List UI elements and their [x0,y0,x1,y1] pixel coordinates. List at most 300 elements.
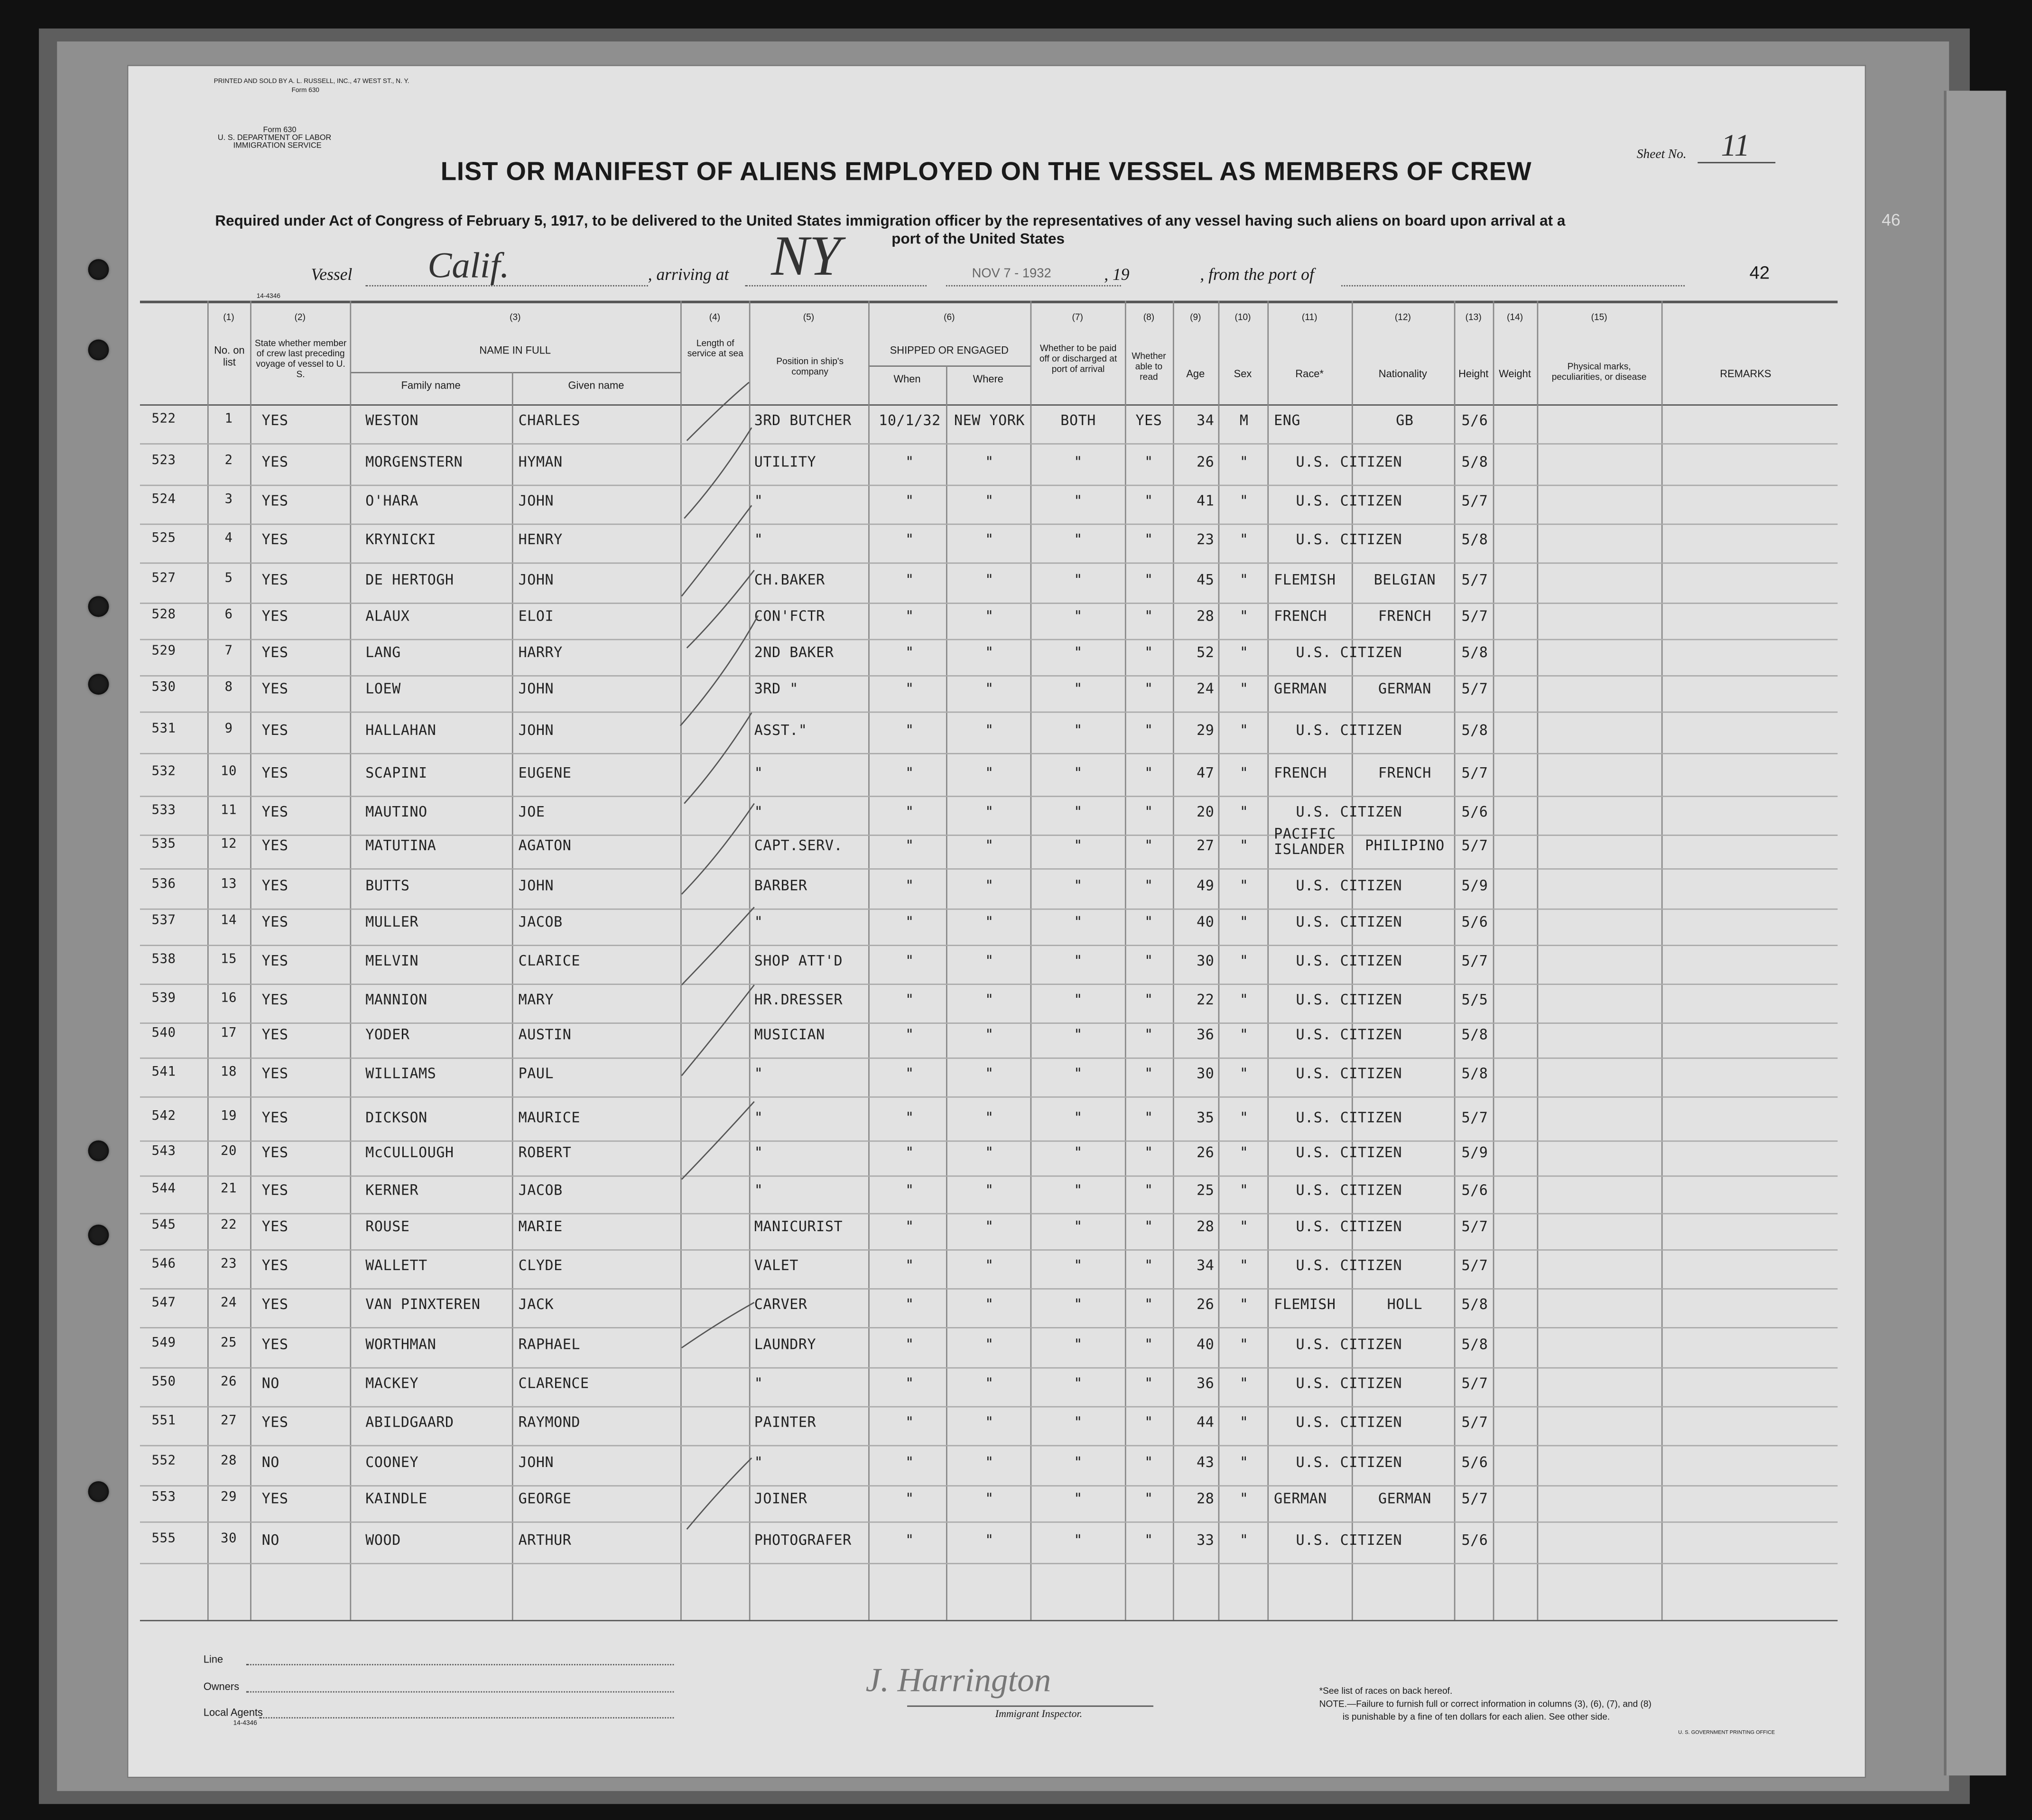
family-name-cell: WALLETT [365,1257,427,1274]
col8-header: Whether able to read [1132,352,1166,382]
list-ref-cell: 540 [151,1026,176,1041]
paid-off-cell: " [1074,1144,1083,1161]
shipped-when-cell: " [905,608,914,625]
inspector-signature: J. Harrington [865,1661,1051,1699]
given-name-cell: JACOB [518,1182,563,1199]
side-number: 42 [1749,261,1770,283]
paid-off-cell: " [1074,1109,1083,1126]
shipped-where-cell: " [985,1218,994,1235]
position-cell: HR.DRESSER [754,991,843,1009]
col4-number: (4) [709,314,721,323]
shipped-where-cell: " [985,1490,994,1507]
given-name-header: Given name [568,380,624,391]
shipped-when-cell: " [905,722,914,739]
given-name-cell: JOHN [518,877,554,894]
given-name-cell: JOHN [518,722,554,739]
family-name-cell: DICKSON [365,1109,427,1126]
height-cell: 5/7 [1461,764,1488,782]
sex-cell: " [1239,1375,1249,1392]
list-number-cell: 2 [224,454,233,468]
paid-off-cell: " [1074,680,1083,697]
height-header: Height [1458,368,1489,380]
age-cell: 29 [1197,722,1215,739]
height-cell: 5/6 [1461,412,1488,429]
shipped-when-cell: " [905,764,914,782]
race-cell: U.S. CITIZEN [1296,722,1402,739]
shipped-where-cell: " [985,571,994,589]
service-label: IMMIGRATION SERVICE [233,142,322,150]
shipped-when-cell: " [905,837,914,854]
position-cell: " [754,531,763,548]
list-ref-cell: 543 [151,1144,176,1159]
able-to-read-cell: " [1144,1375,1153,1392]
age-cell: 36 [1197,1026,1215,1043]
age-cell: 26 [1197,1296,1215,1313]
col11-number: (11) [1301,314,1318,323]
shipped-where-cell: " [985,1144,994,1161]
col1-number: (1) [223,314,234,323]
shipped-when-cell: " [905,680,914,697]
col9-number: (9) [1190,314,1201,323]
family-name-cell: KERNER [365,1182,419,1199]
height-cell: 5/6 [1461,1182,1488,1199]
able-to-read-cell: " [1144,913,1153,931]
age-cell: 25 [1197,1182,1215,1199]
height-cell: 5/8 [1461,1065,1488,1082]
list-number-cell: 5 [224,571,233,586]
list-ref-cell: 536 [151,877,176,892]
height-cell: 5/7 [1461,952,1488,970]
shipped-when-cell: " [905,1490,914,1507]
family-name-cell: WOOD [365,1532,401,1549]
shipped-where-cell: " [985,680,994,697]
shipped-where-cell: " [985,1414,994,1431]
row-rule [140,835,1837,836]
able-to-read-cell: " [1144,803,1153,821]
service-checkmarks [674,376,778,1516]
list-number-cell: 20 [221,1144,237,1159]
row-rule [140,1445,1837,1447]
col4-header: Length of service at sea [687,339,743,359]
position-cell: 2ND BAKER [754,644,834,661]
height-cell: 5/6 [1461,913,1488,931]
given-name-cell: ROBERT [518,1144,572,1161]
prev-voyage-cell: YES [261,764,288,782]
able-to-read-cell: " [1144,1532,1153,1549]
sex-cell: " [1239,1296,1249,1313]
col8-number: (8) [1143,314,1155,323]
col7-header: Whether to be paid off or discharged at port of arrival [1039,344,1117,375]
height-cell: 5/7 [1461,571,1488,589]
age-cell: 35 [1197,1109,1215,1126]
list-ref-cell: 553 [151,1490,176,1505]
prev-voyage-cell: YES [261,1336,288,1353]
row-rule [140,1485,1837,1486]
given-name-cell: JACOB [518,913,563,931]
height-cell: 5/8 [1461,1026,1488,1043]
paid-off-cell: " [1074,1065,1083,1082]
list-number-cell: 13 [221,877,237,892]
row-rule [140,1213,1837,1215]
age-header: Age [1186,368,1205,380]
height-cell: 5/9 [1461,1144,1488,1161]
prev-voyage-cell: YES [261,952,288,970]
form-code: 14-4346 [256,293,280,301]
position-cell: MUSICIAN [754,1026,825,1043]
age-cell: 40 [1197,913,1215,931]
height-cell: 5/6 [1461,1454,1488,1471]
height-cell: 5/6 [1461,1532,1488,1549]
race-cell: U.S. CITIZEN [1296,1109,1402,1126]
paid-off-cell: " [1074,1218,1083,1235]
binder-hole [88,1141,109,1161]
page-title: LIST OR MANIFEST OF ALIENS EMPLOYED ON THE VESSEL AS MEMBERS OF CREW [440,158,1532,187]
race-cell: U.S. CITIZEN [1296,1144,1402,1161]
shipped-when-cell: " [905,1182,914,1199]
prev-voyage-cell: YES [261,1065,288,1082]
sex-cell: " [1239,1454,1249,1471]
race-note: *See list of races on back hereof. [1319,1687,1453,1697]
sex-cell: " [1239,991,1249,1009]
age-cell: 26 [1197,1144,1215,1161]
family-name-cell: LANG [365,644,401,661]
height-cell: 5/7 [1461,837,1488,854]
list-ref-cell: 527 [151,571,176,586]
shipped-when-cell: " [905,644,914,661]
list-ref-cell: 535 [151,837,176,852]
age-cell: 49 [1197,877,1215,894]
shipped-when-cell: " [905,1026,914,1043]
given-name-cell: JOHN [518,571,554,589]
shipped-when-cell: " [905,1414,914,1431]
able-to-read-cell: " [1144,1490,1153,1507]
row-rule [140,1141,1837,1142]
race-cell: PACIFIC ISLANDER [1274,825,1345,858]
list-number-cell: 1 [224,412,233,427]
col-divider [1493,301,1494,1620]
list-number-cell: 8 [224,680,233,695]
row-rule [140,753,1837,754]
able-to-read-cell: " [1144,1257,1153,1274]
list-ref-cell: 532 [151,764,176,779]
race-cell: U.S. CITIZEN [1296,531,1402,548]
given-name-cell: JOHN [518,492,554,510]
able-to-read-cell: " [1144,952,1153,970]
date-stamp: NOV 7 - 1932 [972,267,1051,281]
list-number-cell: 16 [221,991,237,1006]
col6-number: (6) [944,314,955,323]
subtitle-line-2: port of the United States [891,232,1065,248]
prev-voyage-cell: YES [261,991,288,1009]
shipped-where-cell: " [985,722,994,739]
given-name-cell: AUSTIN [518,1026,572,1043]
race-cell: U.S. CITIZEN [1296,1218,1402,1235]
paid-off-cell: " [1074,1454,1083,1471]
col15-header: Physical marks, peculiarities, or disease [1551,362,1647,382]
height-cell: 5/7 [1461,1109,1488,1126]
table-bottom-rule [140,1620,1837,1621]
able-to-read-cell: " [1144,1454,1153,1471]
height-cell: 5/8 [1461,454,1488,471]
printer-form: Form 630 [291,87,320,95]
paid-off-cell: " [1074,1257,1083,1274]
list-ref-cell: 522 [151,412,176,427]
row-rule [140,1406,1837,1408]
given-name-cell: CLYDE [518,1257,563,1274]
sex-cell: " [1239,492,1249,510]
list-ref-cell: 544 [151,1182,176,1197]
col2-number: (2) [294,314,306,323]
list-number-cell: 24 [221,1296,237,1310]
prev-voyage-cell: NO [261,1375,280,1392]
shipped-where-cell: " [985,1257,994,1274]
col3-header: NAME IN FULL [479,344,551,357]
sex-cell: " [1239,837,1249,854]
shipped-where-cell: " [985,531,994,548]
family-name-cell: MORGENSTERN [365,454,463,471]
given-name-cell: CLARICE [518,952,581,970]
shipped-where-cell: NEW YORK [954,412,1025,429]
height-cell: 5/8 [1461,531,1488,548]
prev-voyage-cell: YES [261,1182,288,1199]
row-rule [140,1327,1837,1328]
able-to-read-cell: " [1144,454,1153,471]
row-rule [140,639,1837,641]
given-name-cell: AGATON [518,837,572,854]
list-number-cell: 23 [221,1257,237,1272]
row-rule [140,1563,1837,1564]
list-ref-cell: 546 [151,1257,176,1272]
shipped-when-cell: " [905,1218,914,1235]
col-divider [946,365,947,1620]
list-ref-cell: 524 [151,492,176,507]
position-cell: " [754,764,763,782]
race-cell: U.S. CITIZEN [1296,952,1402,970]
position-cell: CAPT.SERV. [754,837,843,854]
list-number-cell: 29 [221,1490,237,1505]
prev-voyage-cell: YES [261,644,288,661]
position-cell: 3RD " [754,680,798,697]
shipped-when-cell: " [905,492,914,510]
col7-number: (7) [1072,314,1083,323]
family-name-cell: WILLIAMS [365,1065,436,1082]
prev-voyage-cell: YES [261,608,288,625]
row-rule [140,603,1837,604]
age-cell: 43 [1197,1454,1215,1471]
prev-voyage-cell: NO [261,1454,280,1471]
gpo-imprint: U. S. GOVERNMENT PRINTING OFFICE [1678,1728,1775,1736]
shipped-where-cell: " [985,1026,994,1043]
shipped-where-cell: " [985,764,994,782]
prev-voyage-cell: YES [261,1218,288,1235]
binder-hole [88,259,109,280]
sex-cell: " [1239,1182,1249,1199]
height-cell: 5/6 [1461,803,1488,821]
list-number-cell: 15 [221,952,237,967]
race-cell: U.S. CITIZEN [1296,991,1402,1009]
nationality-cell: BELGIAN [1373,571,1436,589]
owners-rule [246,1691,674,1693]
col2-header: State whether member of crew last preceding voyage of vessel to U. S. [254,339,347,380]
nationality-cell: GERMAN [1378,680,1431,697]
position-cell: " [754,492,763,510]
shipped-when-cell: " [905,454,914,471]
shipped-where-cell: " [985,1336,994,1353]
shipped-when-cell: " [905,991,914,1009]
sex-cell: " [1239,1336,1249,1353]
list-number-cell: 28 [221,1454,237,1468]
family-name-cell: ABILDGAARD [365,1414,454,1431]
from-port-rule [1341,285,1685,287]
row-rule [140,1175,1837,1177]
position-cell: " [754,1454,763,1471]
signature-rule [907,1706,1153,1707]
prev-voyage-cell: YES [261,412,288,429]
height-cell: 5/7 [1461,608,1488,625]
paid-off-cell: " [1074,991,1083,1009]
age-cell: 28 [1197,608,1215,625]
printer-line: PRINTED AND SOLD BY A. L. RUSSELL, INC., 47 WEST ST., N. Y. [213,77,409,86]
list-number-cell: 22 [221,1218,237,1233]
position-cell: PHOTOGRAFER [754,1532,852,1549]
position-cell: " [754,913,763,931]
margin-number: 46 [1882,210,1901,230]
prev-voyage-cell: YES [261,913,288,931]
paid-off-cell: " [1074,531,1083,548]
able-to-read-cell: " [1144,1109,1153,1126]
agents-code: 14-4346 [233,1719,257,1728]
given-name-cell: EUGENE [518,764,572,782]
shipped-where-cell: " [985,837,994,854]
date-rule [946,285,1121,287]
shipped-where-cell: " [985,1109,994,1126]
col-divider [1537,301,1539,1620]
position-cell: VALET [754,1257,798,1274]
prev-voyage-cell: YES [261,1144,288,1161]
col-divider [350,301,352,1620]
given-name-cell: JOHN [518,680,554,697]
able-to-read-cell: " [1144,1065,1153,1082]
prev-voyage-cell: YES [261,1109,288,1126]
paid-off-cell: " [1074,1296,1083,1313]
list-ref-cell: 552 [151,1454,176,1468]
race-cell: U.S. CITIZEN [1296,644,1402,661]
family-name-cell: COONEY [365,1454,419,1471]
shipped-when-cell: " [905,1454,914,1471]
shipped-where-cell: " [985,454,994,471]
race-cell: U.S. CITIZEN [1296,1257,1402,1274]
prev-voyage-cell: NO [261,1532,280,1549]
height-cell: 5/8 [1461,1296,1488,1313]
race-cell: FRENCH [1274,608,1327,625]
given-name-cell: HYMAN [518,454,563,471]
family-name-cell: HALLAHAN [365,722,436,739]
list-ref-cell: 545 [151,1218,176,1233]
family-name-cell: O'HARA [365,492,419,510]
height-cell: 5/7 [1461,680,1488,697]
list-ref-cell: 549 [151,1336,176,1351]
col5-header: Position in ship's company [776,357,844,377]
age-cell: 28 [1197,1490,1215,1507]
age-cell: 30 [1197,1065,1215,1082]
given-name-cell: CHARLES [518,412,581,429]
list-ref-cell: 533 [151,803,176,818]
height-cell: 5/8 [1461,1336,1488,1353]
able-to-read-cell: " [1144,571,1153,589]
race-cell: U.S. CITIZEN [1296,492,1402,510]
paid-off-cell: " [1074,1336,1083,1353]
page-edge-stack [1944,91,2006,1775]
position-cell: CH.BAKER [754,571,825,589]
list-number-cell: 17 [221,1026,237,1041]
given-name-cell: MARIE [518,1218,563,1235]
prev-voyage-cell: YES [261,1414,288,1431]
age-cell: 36 [1197,1375,1215,1392]
position-cell: " [754,1065,763,1082]
family-name-cell: BUTTS [365,877,410,894]
list-number-cell: 6 [224,608,233,622]
race-cell: FRENCH [1274,764,1327,782]
shipped-where-cell: " [985,1532,994,1549]
sex-cell: " [1239,764,1249,782]
sheet-number-rule [1698,162,1775,163]
prev-voyage-cell: YES [261,803,288,821]
age-cell: 41 [1197,492,1215,510]
list-number-cell: 7 [224,644,233,659]
position-cell: " [754,1182,763,1199]
from-port-label: , from the port of [1200,264,1314,284]
list-ref-cell: 542 [151,1109,176,1124]
binder-hole [88,1481,109,1502]
position-cell: MANICURIST [754,1218,843,1235]
race-cell: U.S. CITIZEN [1296,913,1402,931]
row-rule [140,984,1837,985]
shipped-when-cell: " [905,877,914,894]
row-rule [140,1522,1837,1523]
binder-hole [88,596,109,617]
shipped-where-cell: " [985,877,994,894]
shipped-where-cell: " [985,991,994,1009]
able-to-read-cell: YES [1135,412,1162,429]
shipped-where-cell: " [985,1182,994,1199]
race-cell: U.S. CITIZEN [1296,1414,1402,1431]
given-name-cell: HENRY [518,531,563,548]
col-divider [1030,301,1032,1620]
list-number-cell: 26 [221,1375,237,1390]
height-cell: 5/7 [1461,492,1488,510]
family-name-header: Family name [401,380,461,391]
paid-off-cell: " [1074,722,1083,739]
given-name-cell: MAURICE [518,1109,581,1126]
height-cell: 5/7 [1461,1375,1488,1392]
vessel-rule [365,285,648,287]
family-name-cell: KAINDLE [365,1490,427,1507]
arrival-port: NY [771,224,841,288]
shipped-subheader-rule [868,365,1030,367]
sex-cell: " [1239,1026,1249,1043]
given-name-cell: PAUL [518,1065,554,1082]
position-cell: CON'FCTR [754,608,825,625]
family-name-cell: SCAPINI [365,764,427,782]
age-cell: 20 [1197,803,1215,821]
sex-cell: " [1239,1144,1249,1161]
shipped-when-cell: " [905,913,914,931]
age-cell: 33 [1197,1532,1215,1549]
list-ref-cell: 531 [151,722,176,736]
paid-off-cell: " [1074,952,1083,970]
shipped-when-cell: " [905,1065,914,1082]
paid-off-cell: " [1074,454,1083,471]
